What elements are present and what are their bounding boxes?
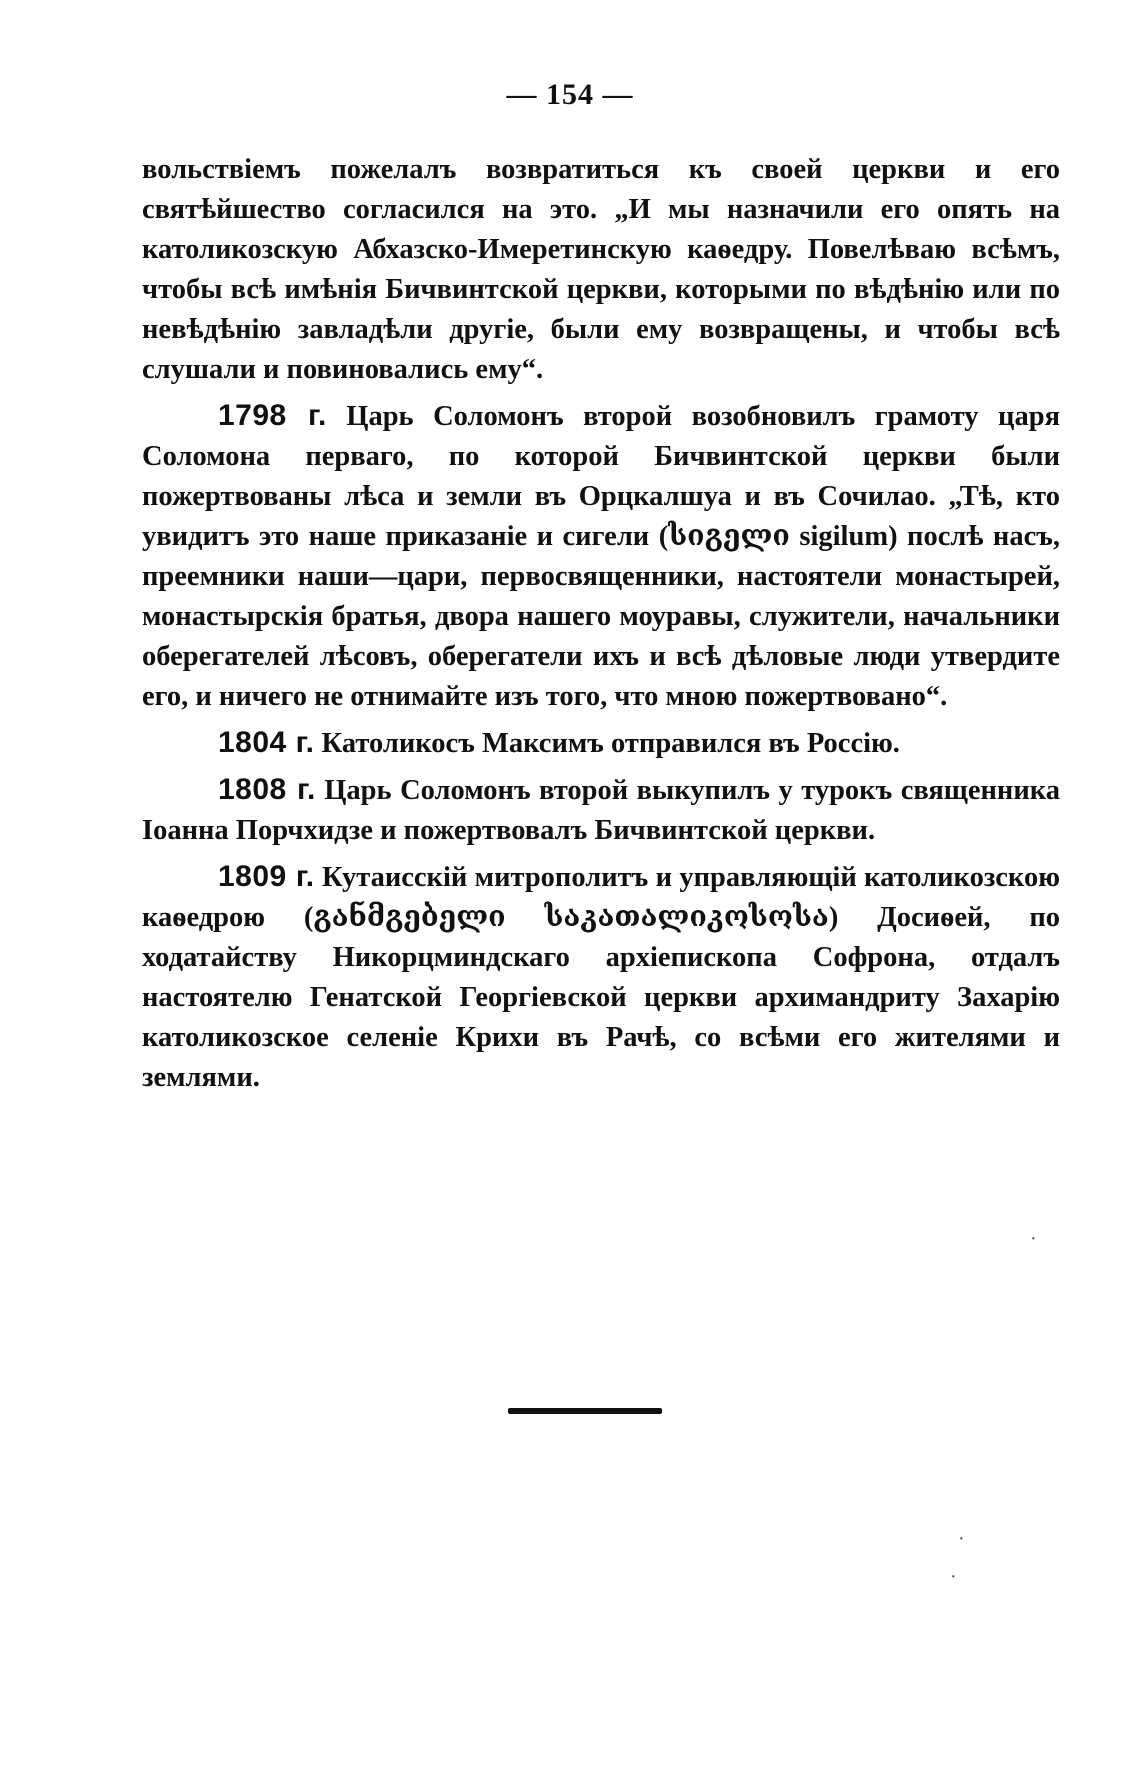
paragraph-1809: [142, 857, 1060, 1098]
paragraph-continuation: [142, 150, 1060, 390]
paragraph-1798: [142, 396, 1060, 717]
year-suffix: г.: [286, 860, 315, 893]
print-speck: ·: [950, 1566, 957, 1588]
paragraph-text: вольствіемъ пожелалъ возвратиться къ своей церкви и его святѣйшество согласился на это. „И мы назначили его опять на католикозскую Абхазско-Имеретинскую каѳедру. Повелѣваю всѣмъ, чтобы всѣ имѣнія Бичвинтской церкви, которыми по вѣдѣнію или по невѣдѣнію завладѣли другіе, были ему возвращены, и чтобы всѣ слушали и повиновались ему“.: [142, 154, 1060, 385]
paragraph-text: Католикосъ Максимъ отправился въ Россію.: [314, 728, 900, 759]
year-number: 1804: [218, 726, 287, 759]
page-number: — 154 —: [506, 78, 634, 111]
paragraph-text: Царь Соломонъ второй возобновилъ грамоту царя Соломона перваго, по которой Бичвинтской церкви были пожертвованы лѣса и земли въ Орцкалшуа и въ Сочилао. „Тѣ, кто увидитъ это наше приказаніе и сигели (სიგელი sigilum) послѣ насъ, преемники наши—цари, первосвященники, настоятели монастырей, монастырскія братья, двора нашего моуравы, служители, начальники оберегателей лѣсовъ, оберегатели ихъ и всѣ дѣловые люди утвердите его, и ничего не отнимайте изъ того, что мною пожертвовано“.: [142, 401, 1060, 712]
body-text: [142, 150, 1060, 1104]
paragraph-1808: [142, 770, 1060, 851]
paragraph-1804: [142, 723, 1060, 764]
print-speck: ·: [958, 1528, 965, 1550]
year-label: [218, 399, 327, 432]
year-suffix: г.: [286, 726, 315, 759]
paragraph-text: Кутаисскій митрополитъ и управляющій католикозскою каѳедрою (განმგებელი საკათალიკოსოსა) Досиѳей, по ходатайству Никорцминдскаго архіепископа Софрона, отдалъ настоятелю Генатской Георгіевской церкви архимандриту Захарію католикозское селеніе Крихи въ Рачѣ, со всѣми его жителями и землями.: [142, 862, 1061, 1093]
year-number: 1808: [218, 773, 287, 806]
year-label: [218, 726, 314, 759]
year-label: [218, 773, 316, 806]
year-number: 1809: [218, 860, 287, 893]
year-suffix: г.: [286, 773, 316, 806]
year-suffix: г.: [286, 399, 327, 432]
paragraph-text: Царь Соломонъ второй выкупилъ у турокъ священника Іоанна Порчхидзе и пожертвовалъ Бичвинтской церкви.: [142, 775, 1060, 846]
section-end-rule: [508, 1408, 662, 1414]
print-speck: ·: [1030, 1228, 1037, 1250]
year-label: [218, 860, 315, 893]
year-number: 1798: [218, 399, 287, 432]
